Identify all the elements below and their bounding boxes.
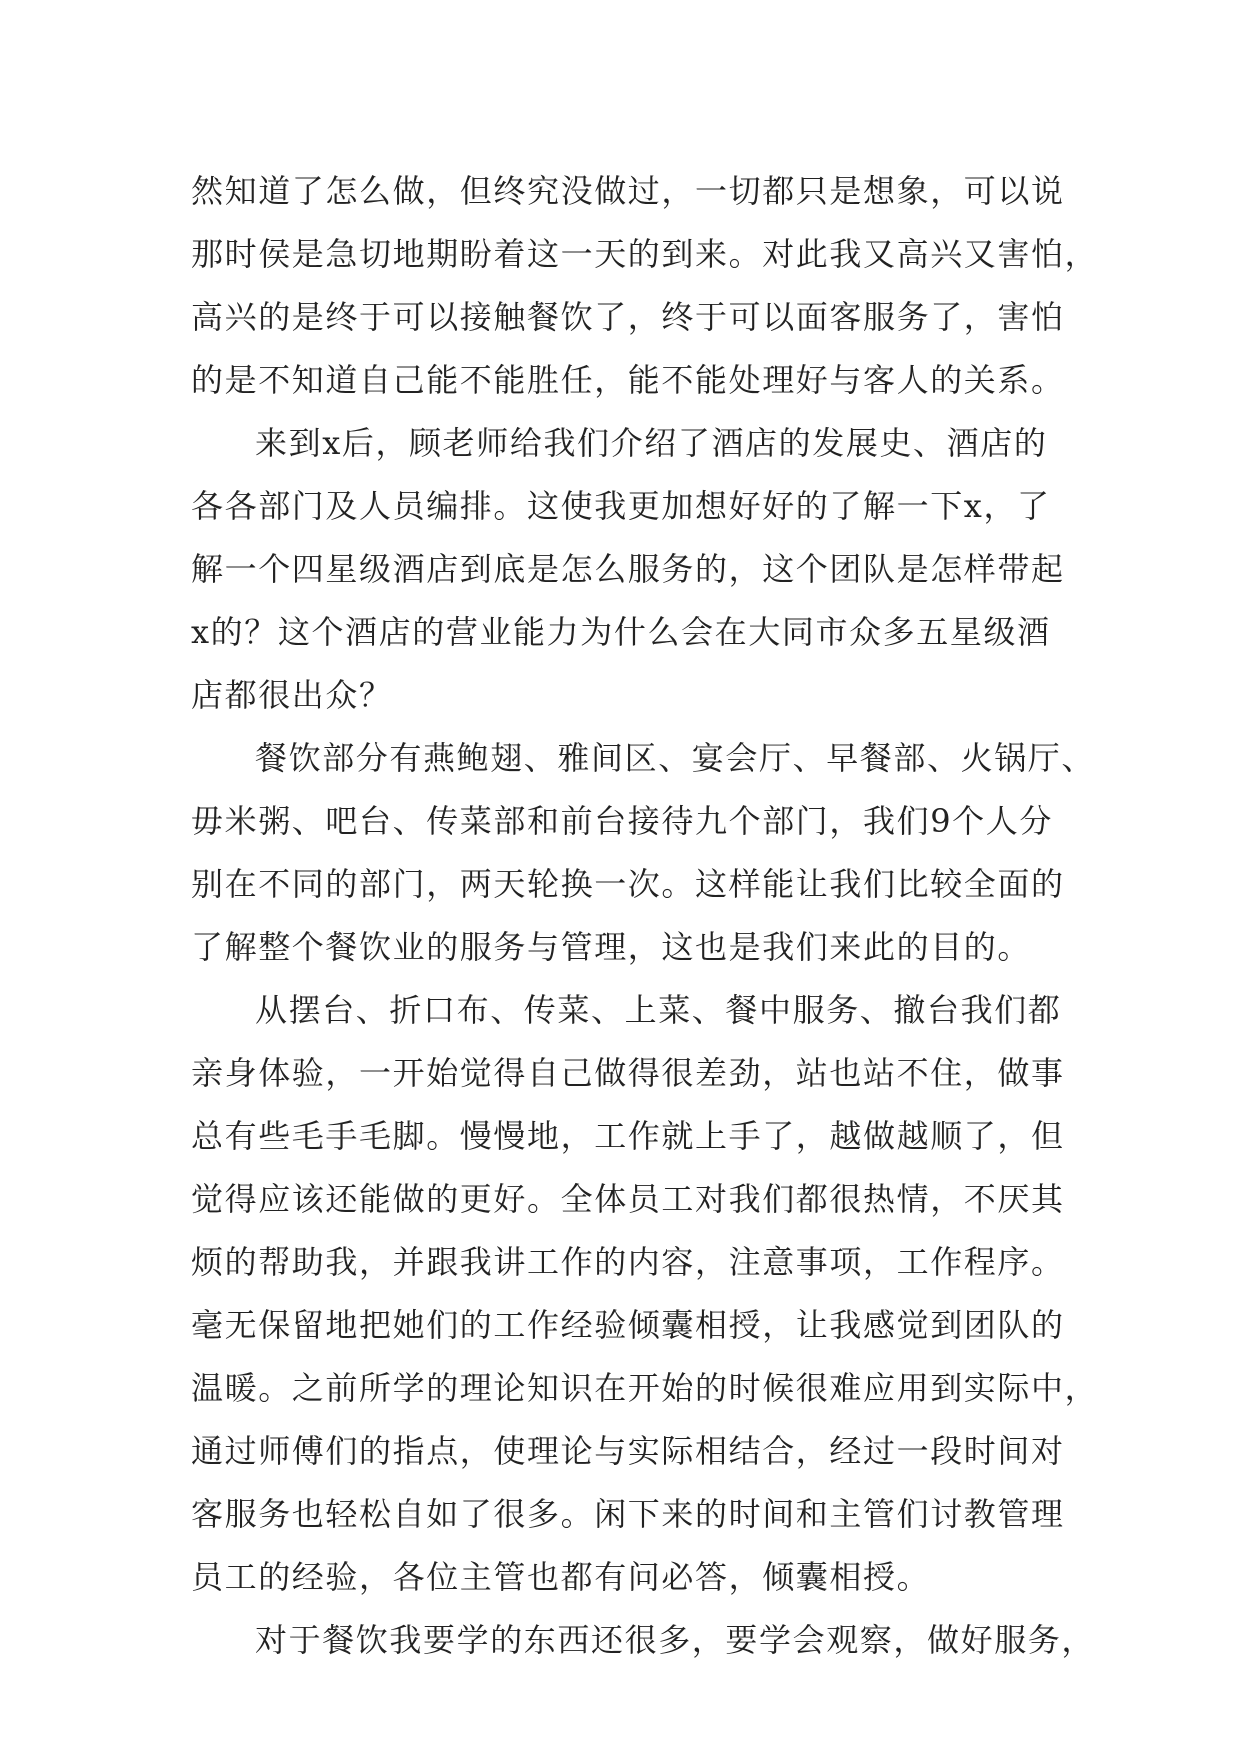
- text-line: 别在不同的部门，两天轮换一次。这样能让我们比较全面的: [191, 865, 1065, 903]
- text-line: 那时侯是急切地期盼着这一天的到来。对此我又高兴又害怕，: [191, 235, 1099, 273]
- text-line: 的是不知道自己能不能胜任，能不能处理好与客人的关系。: [191, 361, 1065, 399]
- text-line: 然知道了怎么做，但终究没做过，一切都只是想象，可以说: [191, 172, 1065, 210]
- text-line: 觉得应该还能做的更好。全体员工对我们都很热情，不厌其: [191, 1180, 1065, 1218]
- paragraph-start-line: 餐饮部分有燕鲍翅、雅间区、宴会厅、早餐部、火锅厅、: [255, 739, 1096, 777]
- text-line: 客服务也轻松自如了很多。闲下来的时间和主管们讨教管理: [191, 1495, 1065, 1533]
- text-line: 解一个四星级酒店到底是怎么服务的，这个团队是怎样带起: [191, 550, 1065, 588]
- text-line: x的？这个酒店的营业能力为什么会在大同市众多五星级酒: [191, 613, 1051, 651]
- body-text: [191, 160, 1099, 1672]
- text-line: 总有些毛手毛脚。慢慢地，工作就上手了，越做越顺了，但: [191, 1117, 1065, 1155]
- text-line: 了解整个餐饮业的服务与管理，这也是我们来此的目的。: [191, 928, 1032, 966]
- paragraph-start-line: 来到x后，顾老师给我们介绍了酒店的发展史、酒店的: [255, 424, 1048, 462]
- text-line: 高兴的是终于可以接触餐饮了，终于可以面客服务了，害怕: [191, 298, 1065, 336]
- paragraph-start-line: 对于餐饮我要学的东西还很多，要学会观察，做好服务，: [255, 1621, 1096, 1659]
- text-line: 毋米粥、吧台、传菜部和前台接待九个部门，我们9个人分: [191, 802, 1053, 840]
- text-line: 各各部门及人员编排。这使我更加想好好的了解一下x，了: [191, 487, 1051, 525]
- paragraph-start-line: 从摆台、折口布、传菜、上菜、餐中服务、撤台我们都: [255, 991, 1062, 1029]
- text-line: 亲身体验，一开始觉得自己做得很差劲，站也站不住，做事: [191, 1054, 1065, 1092]
- text-line: 员工的经验，各位主管也都有问必答，倾囊相授。: [191, 1558, 931, 1596]
- text-line: 烦的帮助我，并跟我讲工作的内容，注意事项，工作程序。: [191, 1243, 1065, 1281]
- text-line: 店都很出众？: [191, 676, 393, 714]
- text-line: 通过师傅们的指点，使理论与实际相结合，经过一段时间对: [191, 1432, 1065, 1470]
- text-line: 毫无保留地把她们的工作经验倾囊相授，让我感觉到团队的: [191, 1306, 1065, 1344]
- text-line: 温暖。之前所学的理论知识在开始的时候很难应用到实际中，: [191, 1369, 1099, 1407]
